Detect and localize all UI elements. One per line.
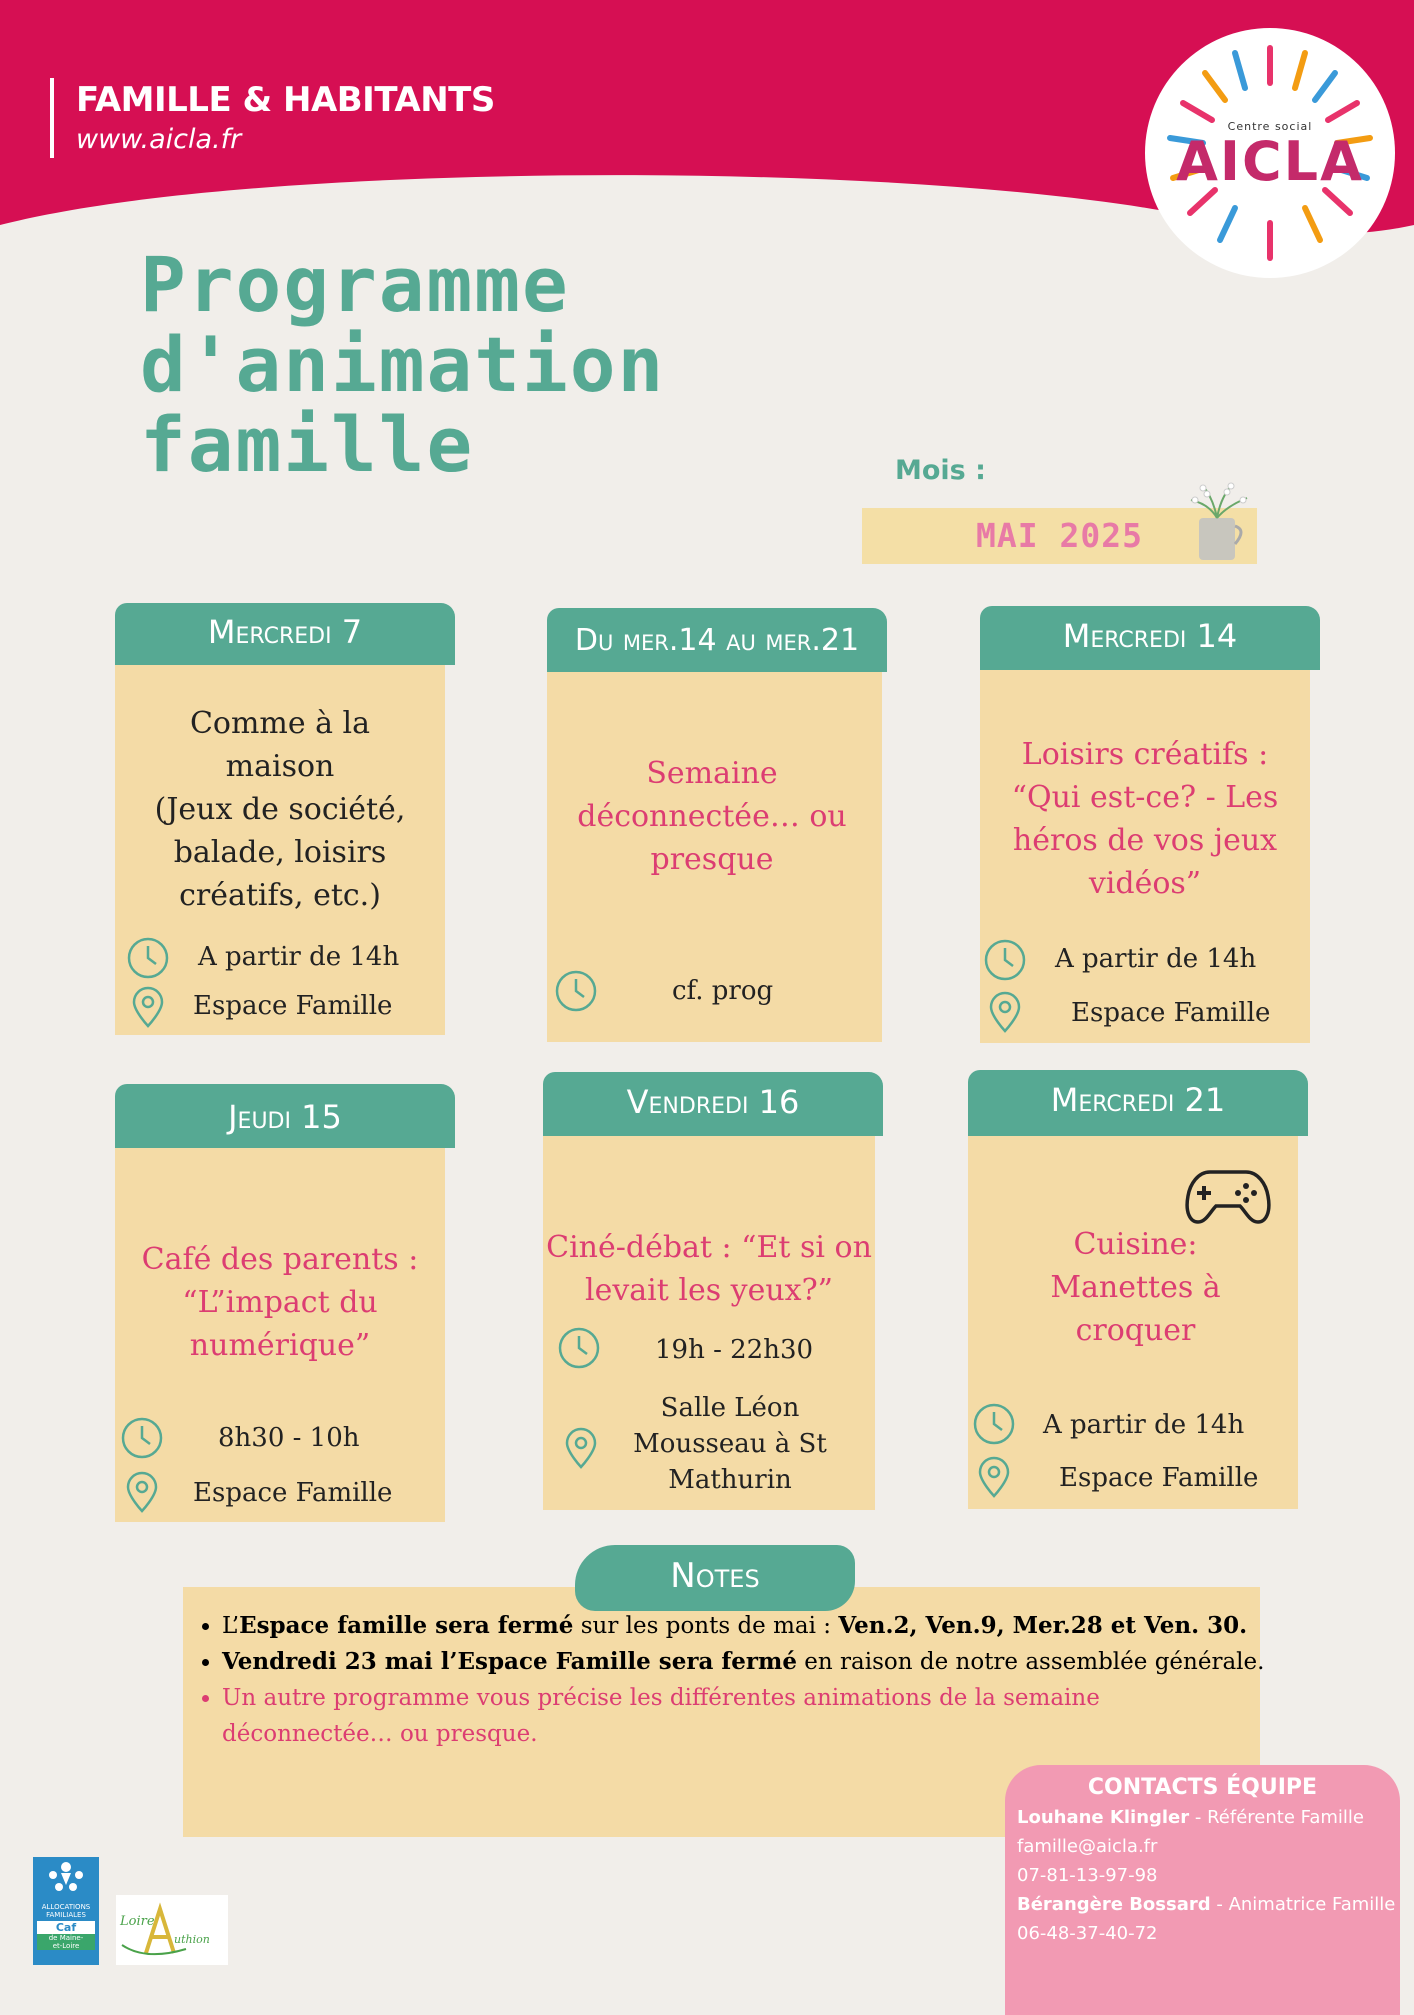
event-card-tab: Vendredi 16 [543, 1072, 883, 1136]
title-line: Programme [140, 240, 570, 329]
svg-text:Loire: Loire [120, 1914, 155, 1929]
header-url[interactable]: www.aicla.fr [76, 124, 242, 155]
event-card-tab: Jeudi 15 [115, 1084, 455, 1148]
title-line: d'animation [140, 320, 666, 409]
mois-label: Mois : [895, 455, 986, 486]
aicla-logo [1145, 28, 1395, 278]
flower-pot-icon [1183, 478, 1255, 564]
event-time: cf. prog [672, 976, 774, 1006]
clock-icon [983, 938, 1027, 982]
event-card-description: Loisirs créatifs : “Qui est-ce? - Les héros de vos jeux vidéos” [1011, 737, 1279, 901]
loire-authion-mark [116, 1895, 228, 1965]
note-item: • L’Espace famille sera fermé sur les ponts de mai : Ven.2, Ven.9, Mer.28 et Ven. 30. [222, 1608, 1272, 1644]
event-place: Espace Famille [1071, 998, 1271, 1028]
logo-big-text: AICLA [1176, 130, 1364, 193]
contacts-title: CONTACTS ÉQUIPE [1087, 1775, 1318, 1800]
logo-small-text: Centre social [1227, 120, 1313, 133]
clock-icon [126, 936, 170, 980]
event-card-description: Ciné-débat : “Et si on levait les yeux?” [546, 1230, 872, 1308]
page-title [140, 240, 666, 489]
event-card-description: Comme à la maison (Jeux de société, balade, loisirs créatifs, etc.) [154, 706, 406, 913]
note-item: • Un autre programme vous précise les différentes animations de la semaine déconnectée… ou presque. [222, 1680, 1272, 1752]
contact-name-role: Louhane Klingler - Référente Famille [1017, 1807, 1364, 1828]
event-card-description: Semaine déconnectée… ou presque [577, 756, 847, 877]
event-place: Espace Famille [1059, 1463, 1259, 1493]
location-pin-icon [559, 1426, 603, 1470]
title-line: famille [140, 400, 475, 489]
event-card-tab: Mercredi 21 [968, 1070, 1308, 1136]
contacts-panel [1005, 1765, 1400, 2015]
event-card-description: Café des parents : “L”impact du numérique” [141, 1242, 419, 1363]
clock-icon [972, 1402, 1016, 1446]
svg-text:uthion: uthion [174, 1933, 210, 1946]
event-place: Espace Famille [193, 991, 393, 1021]
contact-phone[interactable]: 07-81-13-97-98 [1017, 1865, 1158, 1886]
location-pin-icon [120, 1470, 164, 1514]
header-title: FAMILLE & HABITANTS [76, 80, 495, 120]
event-time: A partir de 14h [198, 942, 400, 972]
event-time: A partir de 14h [1055, 944, 1257, 974]
location-pin-icon [972, 1455, 1016, 1499]
clock-icon [554, 969, 598, 1013]
contact-email[interactable]: famille@aicla.fr [1017, 1836, 1158, 1857]
event-time: A partir de 14h [1043, 1410, 1245, 1440]
loire-authion-logo [116, 1895, 228, 1965]
contact-phone[interactable]: 06-48-37-40-72 [1017, 1923, 1158, 1944]
clock-icon [557, 1326, 601, 1370]
location-pin-icon [126, 985, 170, 1029]
clock-icon [120, 1416, 164, 1460]
caf-logo: ALLOCATIONS FAMILIALES Caf de Maine- et-Loire [33, 1857, 99, 1965]
header-block [50, 78, 495, 158]
notes-list [190, 1608, 1272, 1752]
event-time: 19h - 22h30 [655, 1335, 814, 1365]
event-place: Salle Léon Mousseau à St Mathurin [633, 1393, 827, 1495]
mois-value: MAI 2025 [976, 516, 1143, 555]
event-time: 8h30 - 10h [218, 1423, 360, 1453]
event-card-description: Cuisine: Manettes à croquer [1050, 1227, 1221, 1348]
caf-people-icon [33, 1857, 99, 1903]
location-pin-icon [983, 990, 1027, 1034]
contact-name-role: Bérangère Bossard - Animatrice Famille [1017, 1894, 1396, 1915]
note-item: • Vendredi 23 mai l’Espace Famille sera fermé en raison de notre assemblée générale. [222, 1644, 1272, 1680]
event-place: Espace Famille [193, 1478, 393, 1508]
event-card-tab: Du mer.14 au mer.21 [547, 608, 887, 672]
event-card-tab: Mercredi 7 [115, 603, 455, 665]
notes-title: Notes [575, 1545, 855, 1611]
event-card-tab: Mercredi 14 [980, 606, 1320, 670]
